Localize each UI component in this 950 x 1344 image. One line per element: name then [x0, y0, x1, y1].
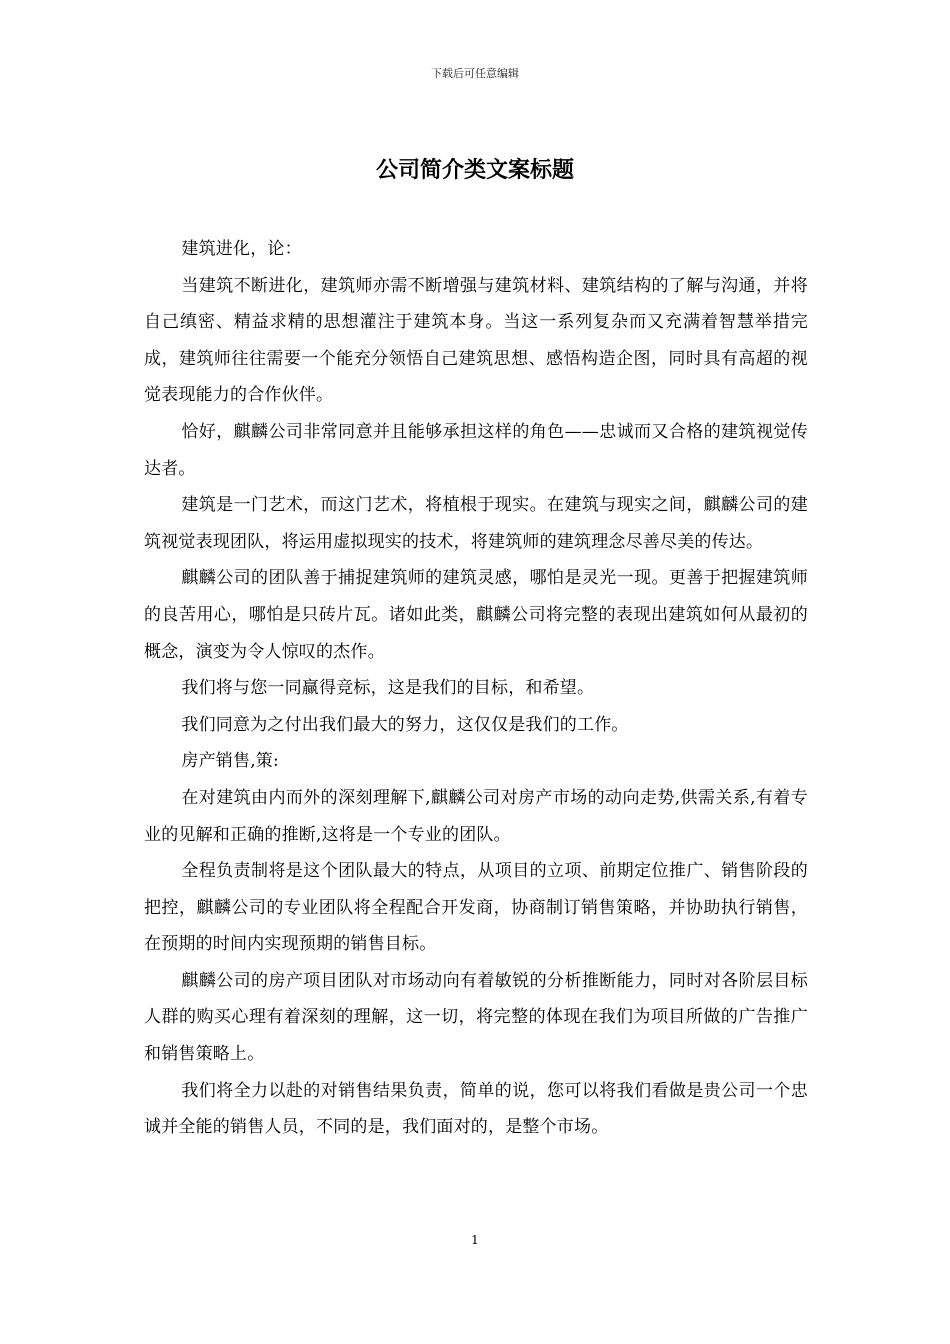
document-body: [144, 231, 808, 1146]
paragraph: 我们同意为之付出我们最大的努力，这仅仅是我们的工作。: [181, 714, 629, 735]
paragraph: 麒麟公司的房产项目团队对市场动向有着敏锐的分析推断能力，同时对各阶层目标人群的购买心理有着深刻的理解，这一切，将完整的体现在我们为项目所做的广告推广和销售策略上。: [144, 970, 808, 1065]
page-number: 1: [471, 1233, 479, 1247]
document-title: 公司简介类文案标题: [375, 157, 574, 183]
paragraph: 全程负责制将是这个团队最大的特点，从项目的立项、前期定位推广、销售阶段的把控，麒麟公司的专业团队将全程配合开发商，协商制订销售策略，并协助执行销售，在预期的时间内实现预期的销售目标。: [144, 861, 808, 955]
paragraph: 恰好，麒麟公司非常同意并且能够承担这样的角色——忠诚而又合格的建筑视觉传达者。: [144, 421, 808, 479]
paragraph: 麒麟公司的团队善于捕捉建筑师的建筑灵感，哪怕是灵光一现。更善于把握建筑师的良苦用心，哪怕是只砖片瓦。诸如此类，麒麟公司将完整的表现出建筑如何从最初的概念，演变为令人惊叹的杰作。: [144, 568, 808, 662]
paragraph: 我们将全力以赴的对销售结果负责，简单的说，您可以将我们看做是贵公司一个忠诚并全能的销售人员，不同的是，我们面对的，是整个市场。: [144, 1080, 808, 1138]
paragraph-section-heading-architecture: 建筑进化，论：: [181, 239, 302, 259]
paragraph: 当建筑不断进化，建筑师亦需不断增强与建筑材料、建筑结构的了解与沟通，并将自己缜密、精益求精的思想灌注于建筑本身。当这一系列复杂而又充满着智慧举措完成，建筑师往往需要一个能充分领悟自己建筑思想、感悟构造企图，同时具有高超的视觉表现能力的合作伙伴。: [144, 275, 808, 406]
paragraph: 我们将与您一同赢得竞标，这是我们的目标，和希望。: [181, 678, 595, 699]
paragraph-section-heading-sales: 房产销售,策:: [181, 751, 279, 772]
header-note: 下载后可任意编辑: [431, 67, 519, 80]
paragraph: 在对建筑由内而外的深刻理解下,麒麟公司对房产市场的动向走势,供需关系,有着专业的见解和正确的推断,这将是一个专业的团队。: [144, 787, 808, 845]
paragraph: 建筑是一门艺术，而这门艺术，将植根于现实。在建筑与现实之间，麒麟公司的建筑视觉表现团队，将运用虚拟现实的技术，将建筑师的建筑理念尽善尽美的传达。: [144, 495, 808, 552]
